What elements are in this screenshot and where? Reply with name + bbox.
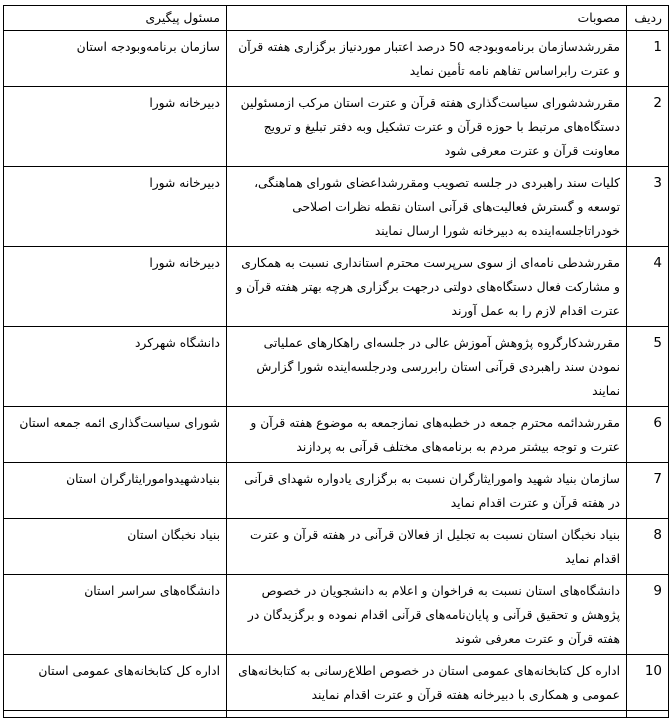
partial-cell: [227, 711, 627, 718]
row-responsible: اداره کل کتابخانه‌های عمومی استان: [4, 655, 227, 711]
row-resolution: مقررشدائمه محترم جمعه در خطبه‌های نمازجمعه به موضوع هفته قرآن و عترت و توجه بیشتر مردم به برنامه‌های مختلف قرآنی به پردازند: [227, 407, 627, 463]
table-row: [4, 407, 669, 463]
row-number: 6: [627, 407, 669, 463]
table-body: [4, 31, 669, 718]
row-responsible: دانشگاه شهرکرد: [4, 327, 227, 407]
row-number: 8: [627, 519, 669, 575]
header-resolution: مصوبات: [227, 6, 627, 31]
table-row: [4, 31, 669, 87]
row-responsible: شورای سیاست‌گذاری ائمه جمعه استان: [4, 407, 227, 463]
row-number: 2: [627, 87, 669, 167]
table-row: [4, 655, 669, 711]
row-resolution: سازمان بنیاد شهید وامورایثارگران نسبت به برگزاری یادواره شهدای قرآنی در هفته قرآن و عترت اقدام نماید: [227, 463, 627, 519]
row-resolution: اداره کل کتابخانه‌های عمومی استان در خصوص اطلاع‌رسانی به کتابخانه‌های عمومی و همکاری با دبیرخانه هفته قرآن و عترت اقدام نمایند: [227, 655, 627, 711]
row-responsible: بنیاد نخبگان استان: [4, 519, 227, 575]
row-number: 1: [627, 31, 669, 87]
row-responsible: دبیرخانه شورا: [4, 247, 227, 327]
row-resolution: مقررشدسازمان برنامه‌وبودجه 50 درصد اعتبار موردنیاز برگزاری هفته قرآن و عترت رابراساس تفاهم نامه تأمین نماید: [227, 31, 627, 87]
row-number: 5: [627, 327, 669, 407]
table-header-row: [4, 6, 669, 31]
row-resolution: مقررشدکارگروه پژوهش آموزش عالی در جلسه‌ای راهکارهای عملیاتی نمودن سند راهبردی قرآنی استان رابررسی ودرجلسه‌اینده شورا گزارش نمایند: [227, 327, 627, 407]
table-row: [4, 575, 669, 655]
table-row: [4, 87, 669, 167]
row-resolution: دانشگاه‌های استان نسبت به فراخوان و اعلام به دانشجویان در خصوص پژوهش و تحقیق قرآنی و پایان‌نامه‌های قرآنی اقدام نموده و برگزیدگان در هفته قرآن و عترت معرفی شوند: [227, 575, 627, 655]
row-responsible: دبیرخانه شورا: [4, 87, 227, 167]
row-responsible: بنیادشهیدوامورایثارگران استان: [4, 463, 227, 519]
header-responsible: مسئول پیگیری: [4, 6, 227, 31]
table-row-partial: [4, 711, 669, 718]
row-number: 3: [627, 167, 669, 247]
row-responsible: دانشگاه‌های سراسر استان: [4, 575, 227, 655]
table-row: [4, 519, 669, 575]
row-number: 4: [627, 247, 669, 327]
partial-cell: [627, 711, 669, 718]
row-number: 9: [627, 575, 669, 655]
table-row: [4, 327, 669, 407]
row-responsible: سازمان برنامه‌وبودجه استان: [4, 31, 227, 87]
row-resolution: بنیاد نخبگان استان نسبت به تجلیل از فعالان قرآنی در هفته قرآن و عترت اقدام نماید: [227, 519, 627, 575]
table-row: [4, 247, 669, 327]
partial-cell: [4, 711, 227, 718]
row-resolution: کلیات سند راهبردی در جلسه تصویب ومقررشداعضای شورای هماهنگی، توسعه و گسترش فعالیت‌های قرآنی استان نقطه نظرات اصلاحی خودراتاجلسه‌اینده به دبیرخانه شورا ارسال نمایند: [227, 167, 627, 247]
header-num: ردیف: [627, 6, 669, 31]
table-row: [4, 463, 669, 519]
row-responsible: دبیرخانه شورا: [4, 167, 227, 247]
row-resolution: مقررشدشورای سیاست‌گذاری هفته قرآن و عترت استان مرکب ازمسئولین دستگاه‌های مرتبط با حوزه قرآن و عترت تشکیل وبه دفتر تبلیغ و ترویج معاونت قرآن و عترت معرفی شود: [227, 87, 627, 167]
row-number: 10: [627, 655, 669, 711]
table-row: [4, 167, 669, 247]
row-resolution: مقررشدطی نامه‌ای از سوی سرپرست محترم استانداری نسبت به همکاری و مشارکت فعال دستگاه‌های دولتی درجهت برگزاری هرچه بهتر هفته قرآن و عترت اقدام لازم را به عمل آورند: [227, 247, 627, 327]
row-number: 7: [627, 463, 669, 519]
resolutions-table: [3, 5, 669, 718]
